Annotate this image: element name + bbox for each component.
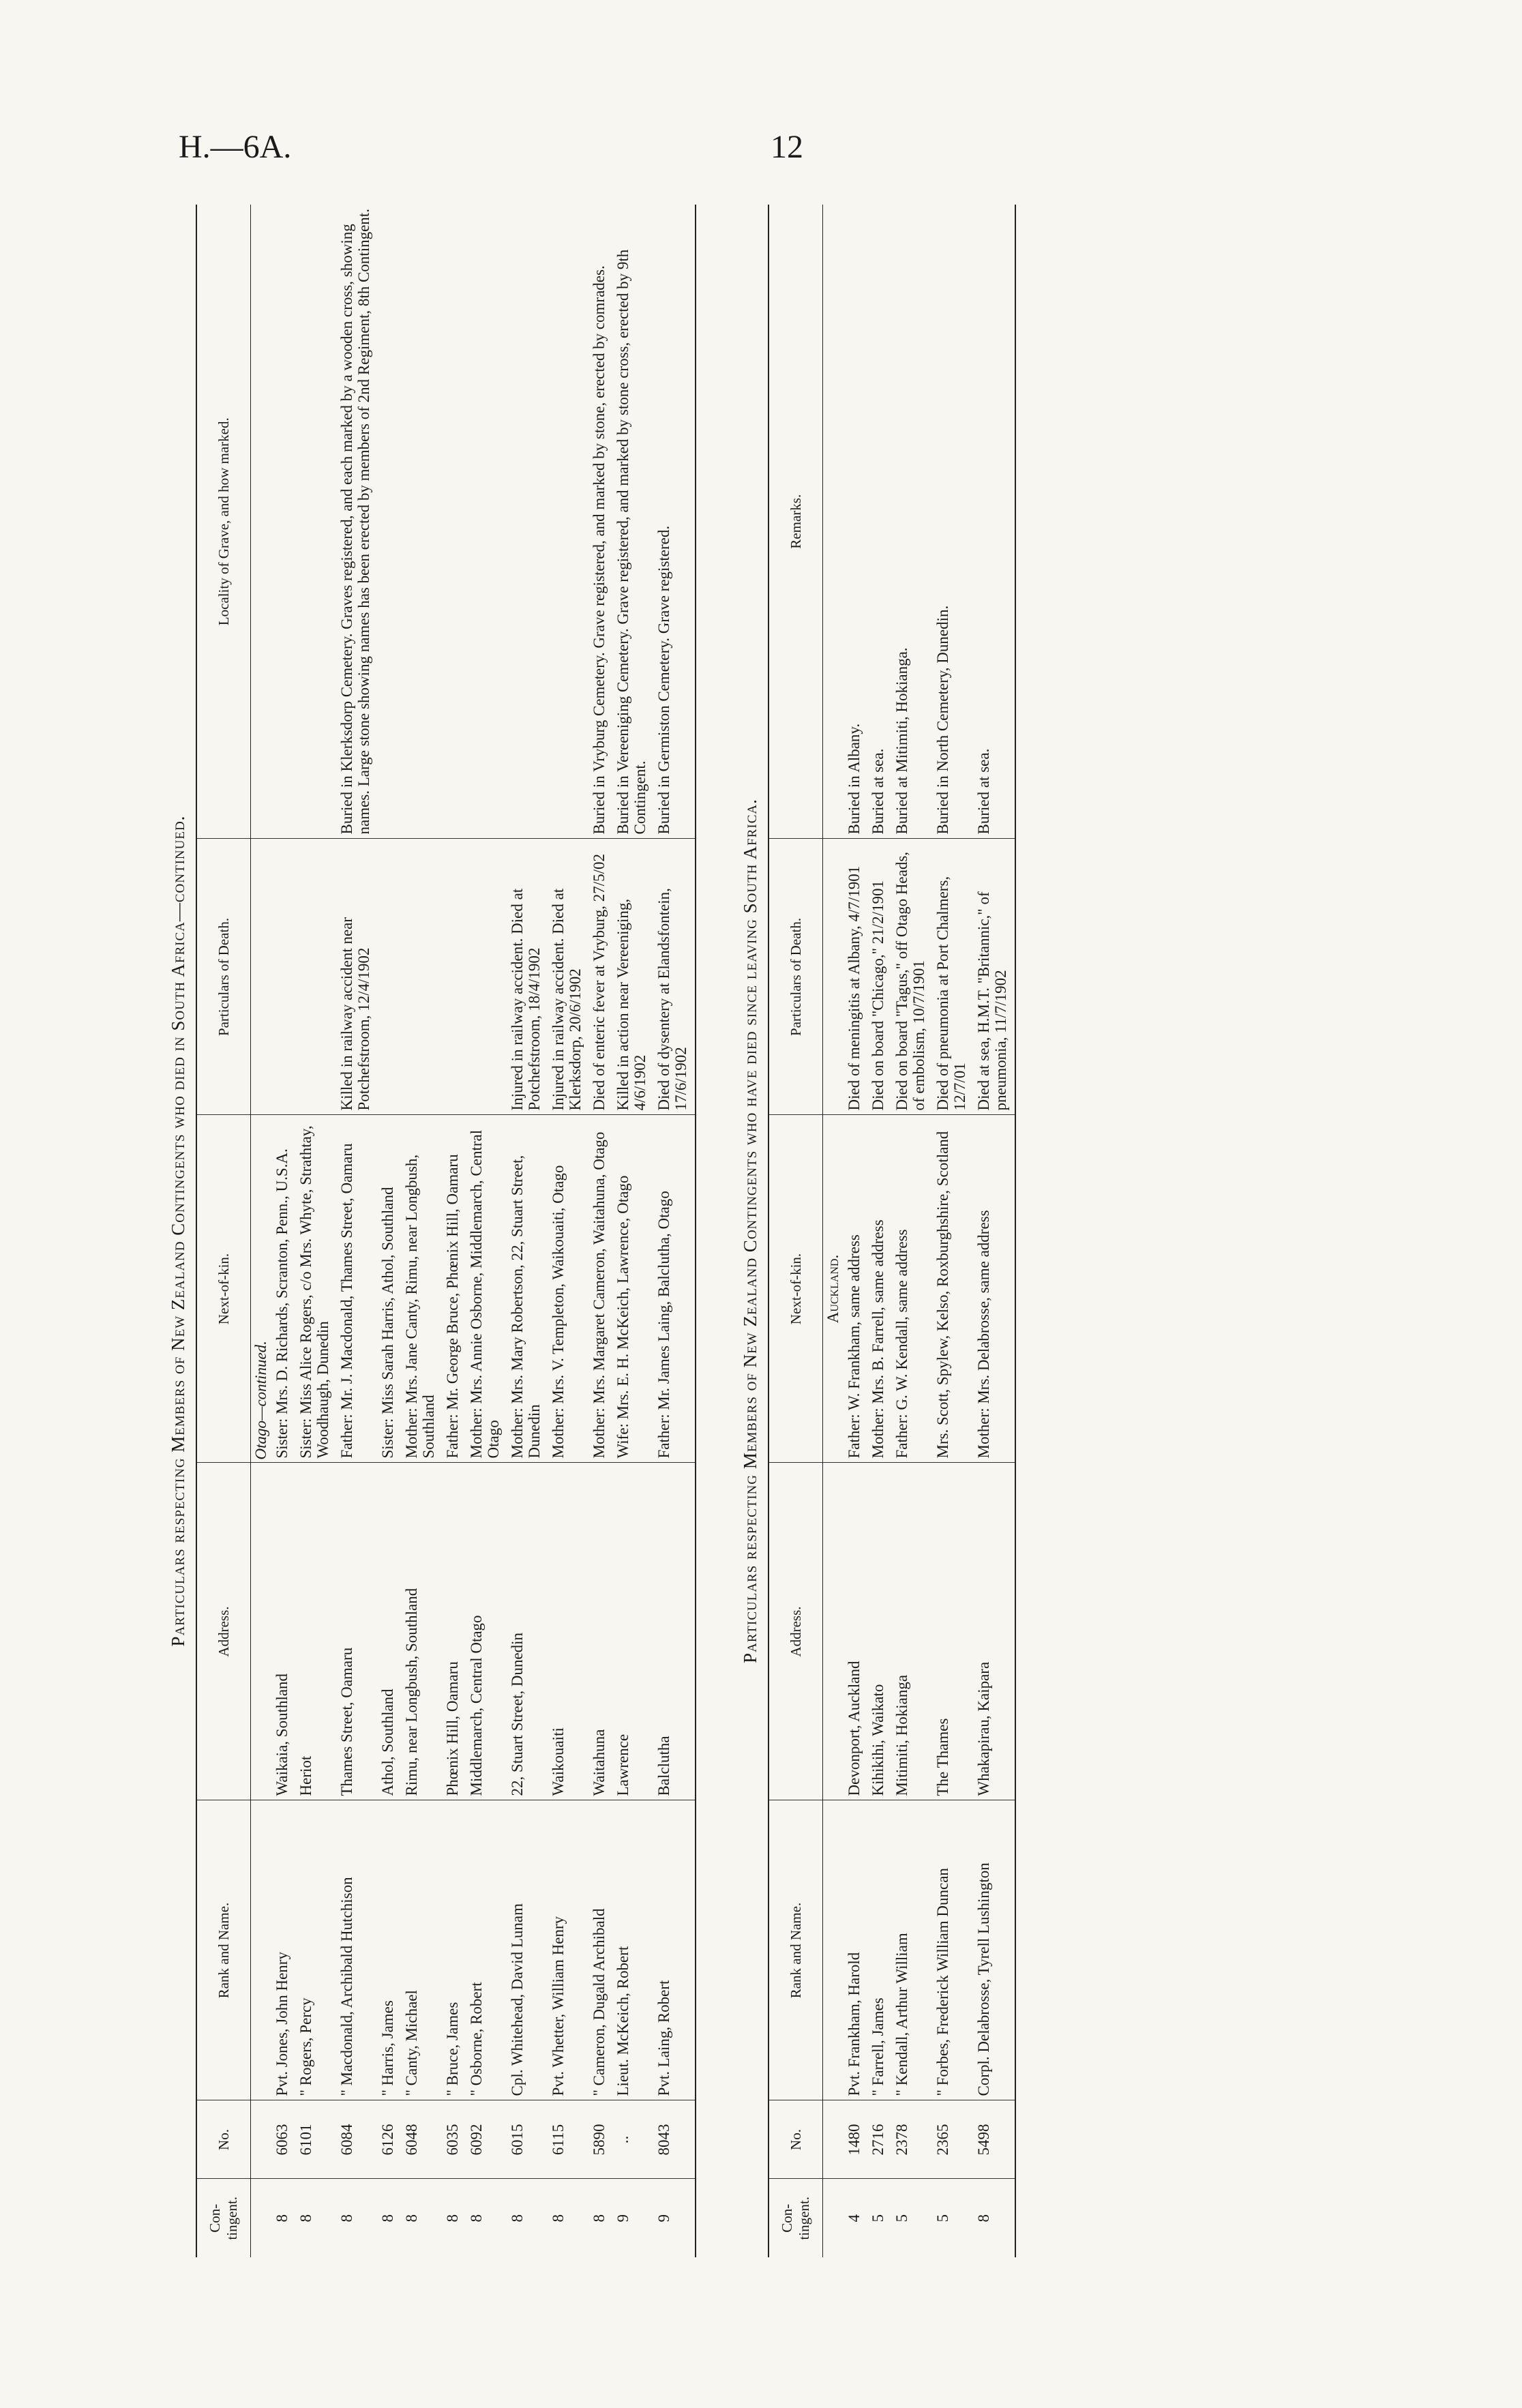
col-particulars-of-death: Particulars of Death. [769,839,823,1115]
table-row [844,205,868,2257]
death-particulars-cell: Died on board "Chicago," 21/2/1901 [868,839,892,1115]
service-number-cell: 1480 [844,2100,868,2179]
address-cell: Middlemarch, Central Otago [466,1463,507,1800]
next-of-kin-cell: Father: Mr. James Laing, Balclutha, Otago [654,1115,696,1463]
col-next-of-kin: Next-of-kin. [196,1115,251,1463]
contingent-cell: 5 [869,2214,886,2223]
grave-locality-cell [402,205,443,839]
death-particulars-cell [296,839,337,1115]
address-cell: 22, Stuart Street, Dunedin [507,1463,548,1800]
col-remarks: Remarks. [769,205,823,839]
service-number-cell: 6092 [466,2100,507,2179]
grave-locality-cell [378,205,402,839]
service-number-cell: 5890 [589,2100,613,2179]
contingent-cell: 8 [379,2214,396,2223]
contingent-cell: 8 [444,2214,461,2223]
table2-header-row [769,205,823,2257]
table-row [589,205,613,2257]
remarks-cell: Buried at sea. [974,205,1015,839]
contingent-cell: 8 [273,2214,290,2223]
table-row [613,205,654,2257]
address-cell: Lawrence [613,1463,654,1800]
next-of-kin-cell: Mother: Mrs. Margaret Cameron, Waitahuna, Otago [589,1115,613,1463]
rank-name-cell: " Rogers, Percy [296,1800,337,2100]
page-number: 12 [771,129,803,165]
table-died-since-leaving [768,205,1016,2257]
remarks-cell: Buried at sea. [868,205,892,839]
contingent-cell: 8 [974,2179,1015,2257]
service-number-cell: 5498 [974,2100,1015,2179]
service-number-cell: 2378 [892,2100,933,2179]
grave-locality-cell [466,205,507,839]
rank-name-cell: Pvt. Frankham, Harold [844,1800,868,2100]
address-cell: The Thames [933,1463,974,1800]
table-row [402,205,443,2257]
next-of-kin-cell: Wife: Mrs. E. H. McKeich, Lawrence, Otago [613,1115,654,1463]
address-cell: Waitahuna [589,1463,613,1800]
rank-name-cell: Corpl. Delabrosse, Tyrell Lushington [974,1800,1015,2100]
table-row [378,205,402,2257]
service-number-cell: 6035 [443,2100,466,2179]
table-died-in-south-africa [196,205,696,2257]
contingent-cell: 8 [591,2214,608,2223]
grave-locality-cell [296,205,337,839]
rank-name-cell: " Osborne, Robert [466,1800,507,2100]
service-number-cell: 6126 [378,2100,402,2179]
service-number-cell: 6084 [337,2100,378,2179]
death-particulars-cell: Injured in railway accident. Died at Potchefstroom, 18/4/1902 [507,839,548,1115]
col-contingent: Con- tingent. [769,2179,823,2257]
contingent-cell: 9 [614,2214,631,2223]
next-of-kin-cell: Sister: Mrs. D. Richards, Scranton, Penn., U.S.A. [272,1115,296,1463]
address-cell: Athol, Southland [378,1463,402,1800]
next-of-kin-cell: Mother: Mrs. V. Templeton, Waikouaiti, Otago [548,1115,589,1463]
death-particulars-cell: Killed in railway accident near Potchefstroom, 12/4/1902 [337,839,378,1115]
rank-name-cell: " Macdonald, Archibald Hutchison [337,1800,378,2100]
table-row [548,205,589,2257]
table-row [466,205,507,2257]
next-of-kin-cell: Sister: Miss Alice Rogers, c/o Mrs. Whyte, Strathtay, Woodhaugh, Dunedin [296,1115,337,1463]
next-of-kin-cell: Father: W. Frankham, same address [844,1115,868,1463]
grave-locality-cell [507,205,548,839]
next-of-kin-cell: Mrs. Scott, Spylew, Kelso, Roxburghshire, Scotland [933,1115,974,1463]
next-of-kin-cell: Father: Mr. George Bruce, Phœnix Hill, Oamaru [443,1115,466,1463]
next-of-kin-cell: Father: G. W. Kendall, same address [892,1115,933,1463]
table-row [892,205,933,2257]
table-row [443,205,466,2257]
col-no: No. [769,2100,823,2179]
rank-name-cell: " Canty, Michael [402,1800,443,2100]
table1-title: Particulars respecting Members of New Zealand Contingents who died in South Africa—continued. [168,815,188,1647]
service-number-cell: 6101 [296,2100,337,2179]
table-row [868,205,892,2257]
address-cell: Rimu, near Longbush, Southland [402,1463,443,1800]
death-particulars-cell: Died at sea, H.M.T. "Britannic," of pneumonia, 11/7/1902 [974,839,1015,1115]
grave-locality-cell: Buried in Vereeniging Cemetery. Grave registered, and marked by stone cross, erected by 9th Contingent. [613,205,654,839]
contingent-cell: 8 [338,2214,355,2223]
contingent-cell: 5 [893,2214,910,2223]
address-cell: Mitimiti, Hokianga [892,1463,933,1800]
death-particulars-cell [272,839,296,1115]
death-particulars-cell: Died on board "Tagus," off Otago Heads, of embolism, 10/7/1901 [892,839,933,1115]
address-cell: Phœnix Hill, Oamaru [443,1463,466,1800]
contingent-cell: 8 [403,2214,420,2223]
rank-name-cell: " Cameron, Dugald Archibald [589,1800,613,2100]
next-of-kin-cell: Mother: Mrs. Annie Osborne, Middlemarch, Central Otago [466,1115,507,1463]
rank-name-cell: " Bruce, James [443,1800,466,2100]
table-row [507,205,548,2257]
section-label: Otago—continued. [251,1115,273,1463]
next-of-kin-cell: Father: Mr. J. Macdonald, Thames Street, Oamaru [337,1115,378,1463]
grave-locality-cell [272,205,296,839]
section-row [251,205,273,2257]
service-number-cell: 2716 [868,2100,892,2179]
table-row [933,205,974,2257]
address-cell: Whakapirau, Kaipara [974,1463,1015,1800]
service-number-cell: 2365 [933,2100,974,2179]
address-cell: Devonport, Auckland [844,1463,868,1800]
death-particulars-cell [443,839,466,1115]
next-of-kin-cell: Sister: Miss Sarah Harris, Athol, Southland [378,1115,402,1463]
grave-locality-cell [548,205,589,839]
table-row [296,205,337,2257]
contingent-cell: 4 [846,2214,863,2223]
service-number-cell: 8043 [654,2100,696,2179]
col-locality-of-grave: Locality of Grave, and how marked. [196,205,251,839]
address-cell: Heriot [296,1463,337,1800]
address-cell: Waikouaiti [548,1463,589,1800]
grave-locality-cell: Buried in Klerksdorp Cemetery. Graves registered, and each marked by a wooden cross, showing names. Large stone showing names has been erected by members of 2nd Regiment, 8th Contingent. [337,205,378,839]
death-particulars-cell [378,839,402,1115]
col-rank-name: Rank and Name. [196,1800,251,2100]
col-particulars-of-death: Particulars of Death. [196,839,251,1115]
section-row [823,205,845,2257]
remarks-cell: Buried in North Cemetery, Dunedin. [933,205,974,839]
address-cell: Kihikihi, Waikato [868,1463,892,1800]
table-row [337,205,378,2257]
next-of-kin-cell: Mother: Mrs. Delabrosse, same address [974,1115,1015,1463]
death-particulars-cell [466,839,507,1115]
table-row [654,205,696,2257]
death-particulars-cell: Died of pneumonia at Port Chalmers, 12/7/01 [933,839,974,1115]
rank-name-cell: " Forbes, Frederick William Duncan [933,1800,974,2100]
rank-name-cell: Cpl. Whitehead, David Lunam [507,1800,548,2100]
rank-name-cell: Lieut. McKeich, Robert [613,1800,654,2100]
death-particulars-cell [402,839,443,1115]
death-particulars-cell: Killed in action near Vereeniging, 4/6/1902 [613,839,654,1115]
next-of-kin-cell: Mother: Mrs. B. Farrell, same address [868,1115,892,1463]
grave-locality-cell: Buried in Germiston Cemetery. Grave registered. [654,205,696,839]
remarks-cell: Buried at Mitimiti, Hokianga. [892,205,933,839]
grave-locality-cell [443,205,466,839]
contingent-cell: 5 [934,2214,951,2223]
table-row [974,205,1015,2257]
next-of-kin-cell: Mother: Mrs. Mary Robertson, 22, Stuart Street, Dunedin [507,1115,548,1463]
rank-name-cell: " Kendall, Arthur William [892,1800,933,2100]
service-number-cell: 6115 [548,2100,589,2179]
table1-header-row [196,205,251,2257]
contingent-cell: 8 [550,2214,567,2223]
contingent-cell: 8 [509,2214,526,2223]
address-cell: Thames Street, Oamaru [337,1463,378,1800]
rank-name-cell: " Farrell, James [868,1800,892,2100]
contingent-cell: 8 [468,2214,485,2223]
col-rank-name: Rank and Name. [769,1800,823,2100]
death-particulars-cell: Died of enteric fever at Vryburg, 27/5/02 [589,839,613,1115]
rotated-page-content [164,205,1364,2257]
rank-name-cell: Pvt. Laing, Robert [654,1800,696,2100]
col-address: Address. [196,1463,251,1800]
address-cell: Balclutha [654,1463,696,1800]
rank-name-cell: " Harris, James [378,1800,402,2100]
section-label: Auckland. [823,1115,845,1463]
death-particulars-cell: Died of dysentery at Elandsfontein, 17/6/1902 [654,839,696,1115]
grave-locality-cell: Buried in Vryburg Cemetery. Grave registered, and marked by stone, erected by comrades. [589,205,613,839]
service-number-cell: .. [613,2100,654,2179]
col-no: No. [196,2100,251,2179]
contingent-cell: 8 [297,2214,314,2223]
table-row [272,205,296,2257]
service-number-cell: 6063 [272,2100,296,2179]
col-address: Address. [769,1463,823,1800]
document-reference: H.—6A. [179,129,292,165]
address-cell: Waikaia, Southland [272,1463,296,1800]
rank-name-cell: Pvt. Jones, John Henry [272,1800,296,2100]
col-next-of-kin: Next-of-kin. [769,1115,823,1463]
table2-title: Particulars respecting Members of New Zealand Contingents who have died since leaving South Africa. [740,799,760,1663]
death-particulars-cell: Injured in railway accident. Died at Klerksdorp, 20/6/1902 [548,839,589,1115]
next-of-kin-cell: Mother: Mrs. Jane Canty, Rimu, near Longbush, Southland [402,1115,443,1463]
contingent-cell: 9 [654,2179,696,2257]
service-number-cell: 6015 [507,2100,548,2179]
service-number-cell: 6048 [402,2100,443,2179]
remarks-cell: Buried in Albany. [844,205,868,839]
rank-name-cell: Pvt. Whetter, William Henry [548,1800,589,2100]
col-contingent: Con- tingent. [196,2179,251,2257]
death-particulars-cell: Died of meningitis at Albany, 4/7/1901 [844,839,868,1115]
